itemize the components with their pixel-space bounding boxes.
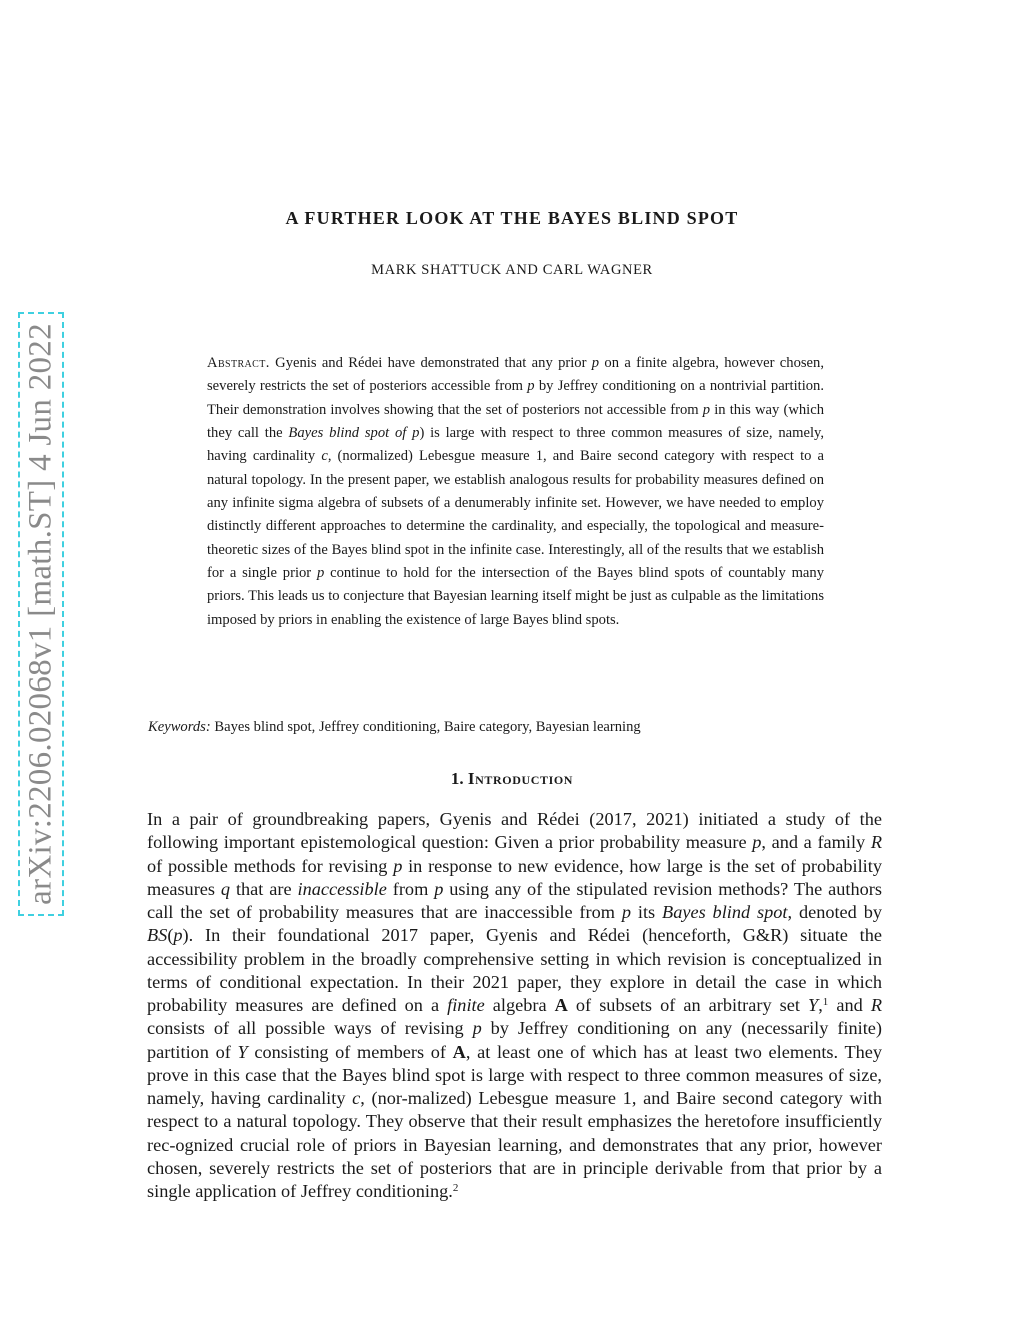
section-heading-introduction [0, 769, 1024, 789]
arxiv-identifier: arXiv:2206.02068v1 [math.ST] 4 Jun 2022 [22, 323, 59, 905]
paper-authors: MARK SHATTUCK AND CARL WAGNER [371, 262, 653, 278]
bayes-blind-spot-term: Bayes blind spot of [288, 425, 413, 442]
keywords-list: Bayes blind spot, Jeffrey conditioning, Baire category, Bayesian learning [210, 719, 641, 735]
footnote-marker-1[interactable]: 1 [822, 995, 829, 1008]
footnote-marker-2[interactable]: 2 [452, 1181, 459, 1194]
keywords [148, 716, 888, 738]
keywords-label: Keywords: [148, 719, 211, 735]
section-number: 1. [450, 769, 468, 788]
abstract: Abstract. Gyenis and Rédei have demonstrated that any prior p on a finite algebra, however chosen, severely restricts the set of posteriors accessible from p by Jeffrey conditioning on a nontrivial partition. Their demonstration involves showing that the set of posteriors not accessible from p in this way (which they call the Bayes blind spot of p) is large with respect to three common measures of size, namely, having cardinality c, (normalized) Lebesgue measure 1, and Baire second category with respect to a natural topology. In the present paper, we establish analogous results for probability measures defined on any infinite sigma algebra of subsets of a denumerably infinite set. However, we have needed to employ distinctly different approaches to determine the cardinality, and especially, the topological and measure-theoretic sizes of the Bayes blind spot in the infinite case. Interestingly, all of the results that we establish for a single prior p continue to hold for the intersection of the Bayes blind spots of countably many priors. This leads us to conjecture that Bayesian learning itself might be just as culpable as the limitations imposed by priors in enabling the existence of large Bayes blind spots. [207, 355, 825, 628]
abstract-label: Abstract. [207, 355, 270, 371]
section-title: Introduction [467, 769, 574, 788]
arxiv-identifier-stamp [18, 312, 64, 916]
introduction-paragraph: In a pair of groundbreaking papers, Gyenis and Rédei (2017, 2021) initiated a study of the following important epistemological question: Given a prior probability measure p, and a family R of possible methods for revising p in response to new evidence, how large is the set of probability measures q that are inaccessible from p using any of the stipulated revision methods? The authors call the set of probability measures that are inaccessible from p its Bayes blind spot, denoted by BS(p). In their foundational 2017 paper, Gyenis and Rédei (henceforth, G&R) situate the accessibility problem in the broadly comprehensive setting in which revision is conceptualized in terms of conditional expectation. In their 2021 paper, they explore in detail the case in which probability measures are defined on a finite algebra A of subsets of an arbitrary set Y,$^1$ and R consists of all possible ways of revising p by Jeffrey conditioning on any (necessarily finite) partition of Y consisting of members of A, at least one of which has at least two elements. They prove in this case that the Bayes blind spot is large with respect to three common measures of size, namely, having cardinality c, (nor-malized) Lebesgue measure 1, and Baire second category with respect to a natural topology. They observe that their result emphasizes the heretofore insufficiently rec-ognized crucial role of priors in Bayesian learning, and demonstrates that any prior, however chosen, severely restricts the set of posteriors that are in principle derivable from that prior by a single application of Jeffrey conditioning.$^2$ [147, 809, 883, 1201]
paper-title: A FURTHER LOOK AT THE BAYES BLIND SPOT [285, 208, 739, 228]
